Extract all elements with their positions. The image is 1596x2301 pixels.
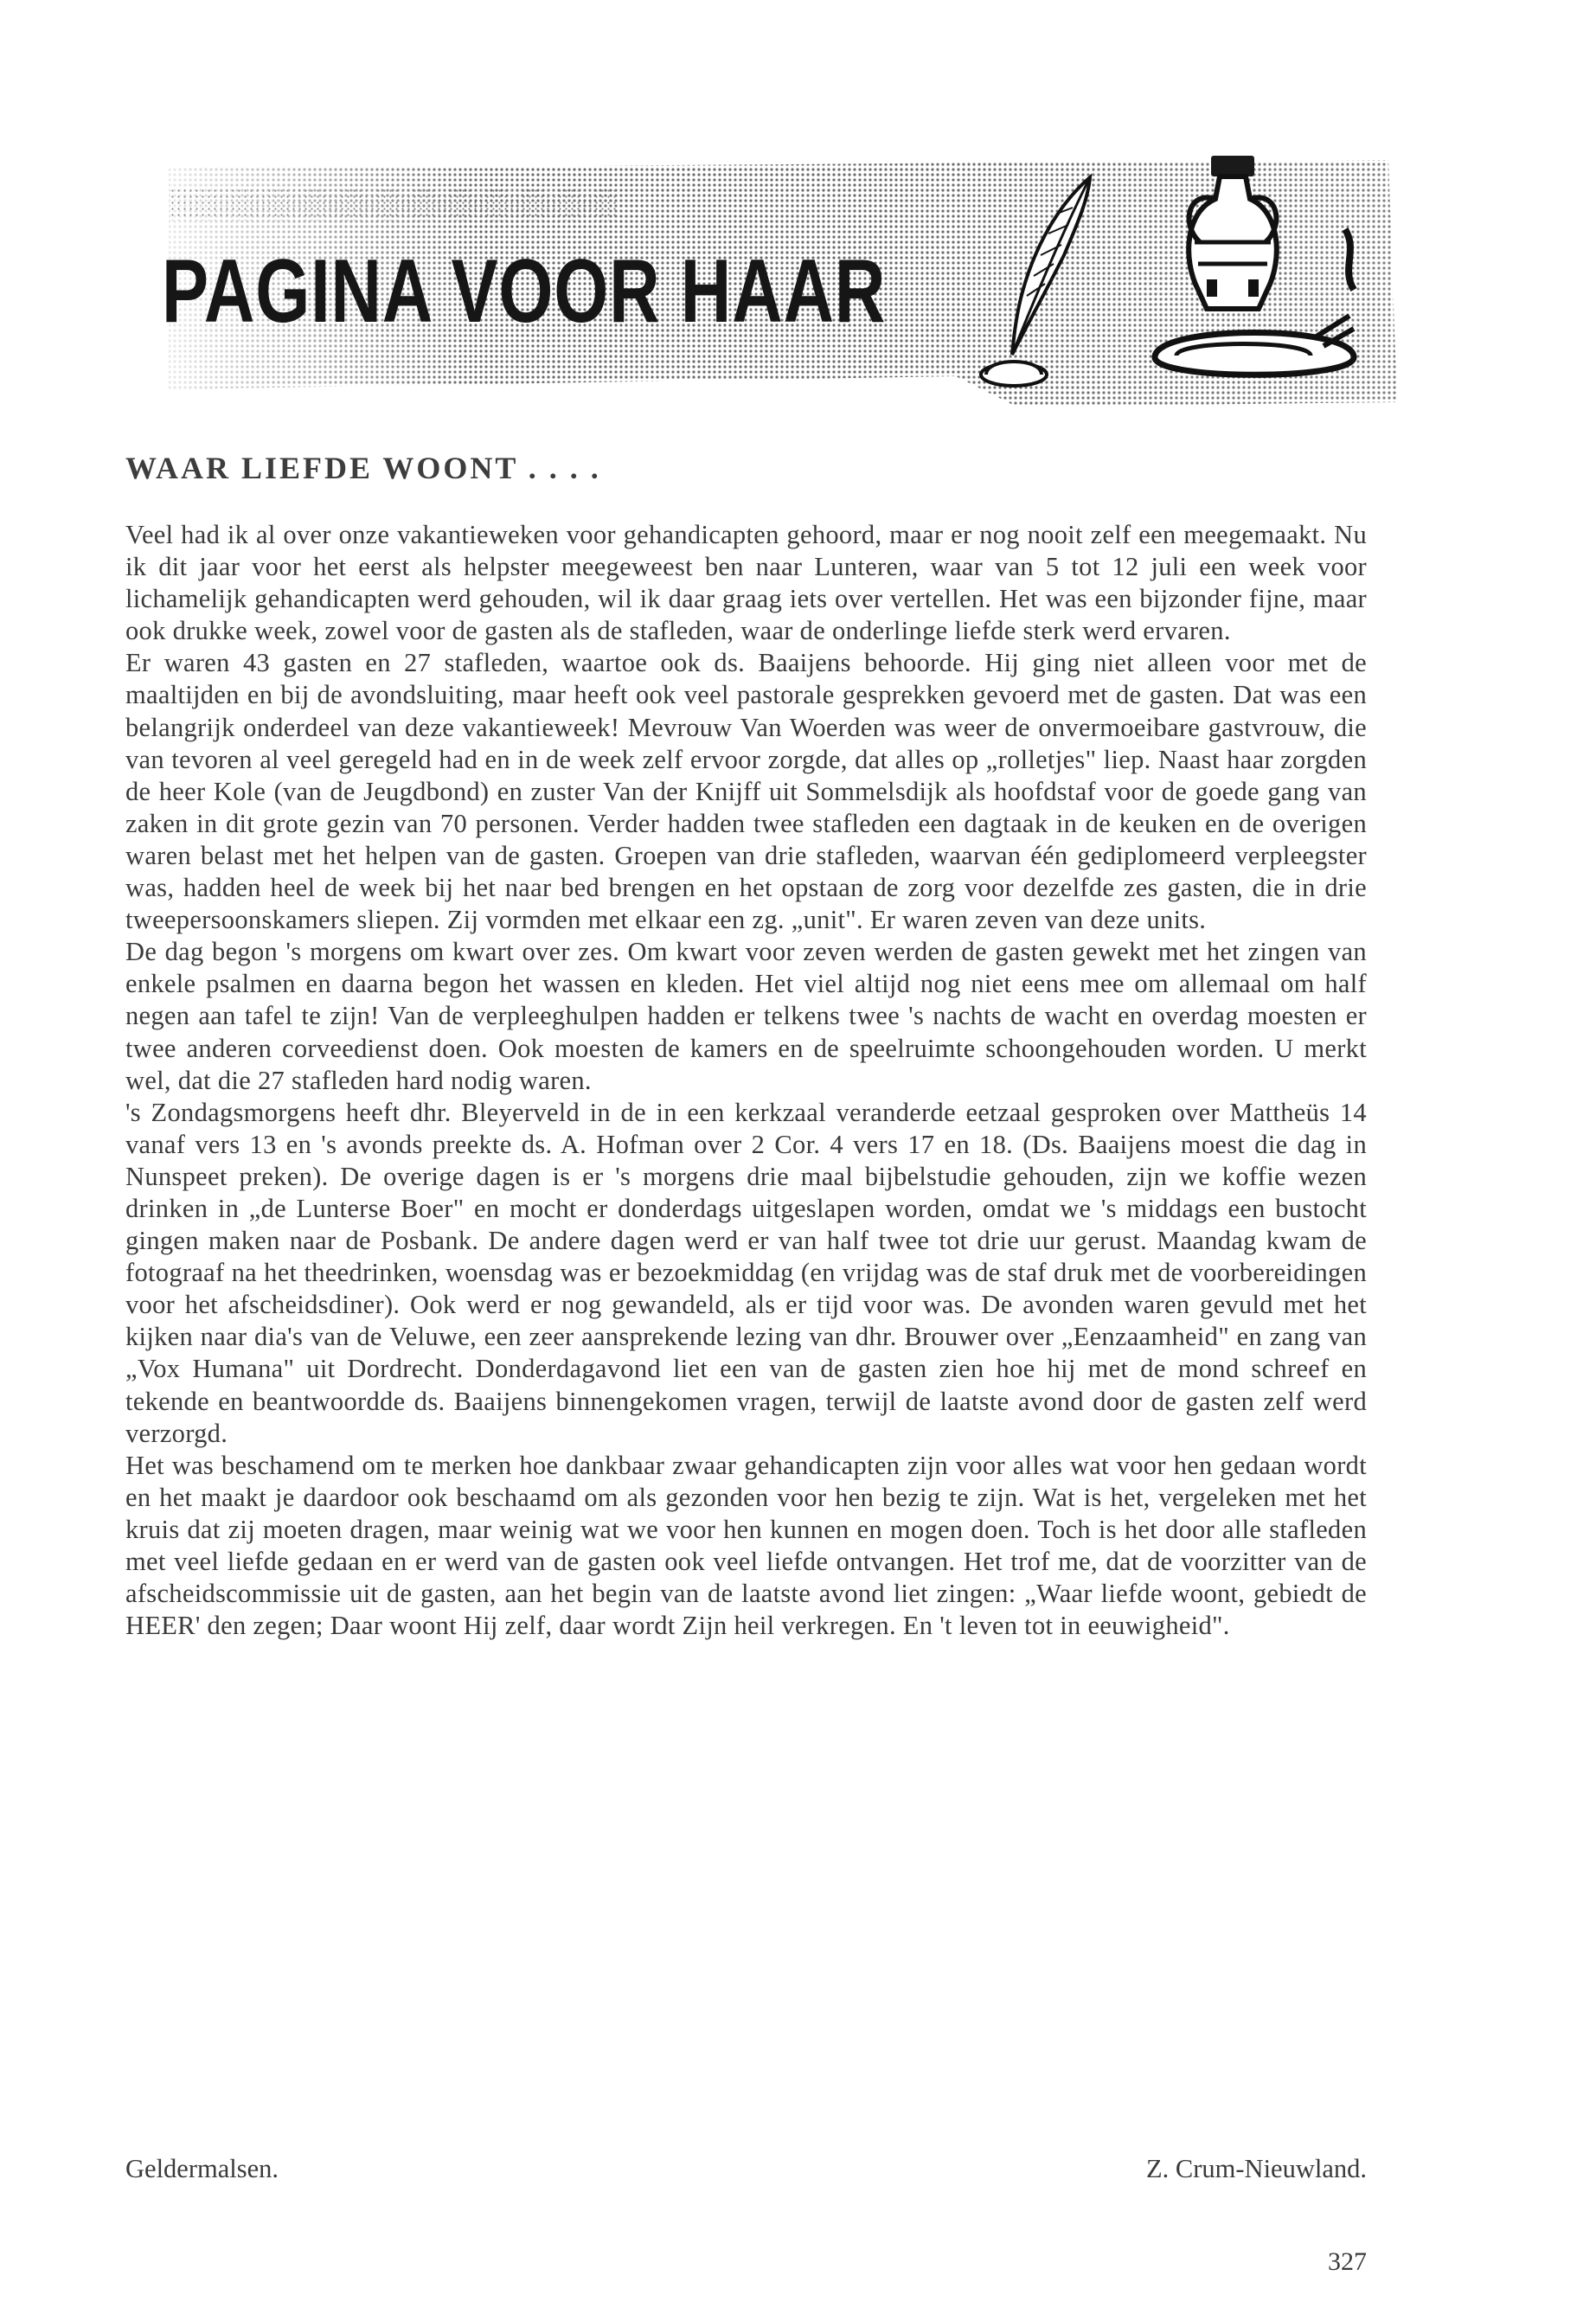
signature-author: Z. Crum-Nieuwland. bbox=[1146, 2154, 1367, 2183]
banner-title: PAGINA VOOR HAAR bbox=[162, 241, 887, 342]
paragraph: Er waren 43 gasten en 27 stafleden, waartoe ook ds. Baaijens behoorde. Hij ging niet alleen voor met de maaltijden en bij de avondsluiting, maar heeft ook veel pastorale gesprekken gevoerd met de gasten. Dat was een belangrijk onderdeel van deze vakantieweek! Mevrouw Van Woerden was weer de onvermoeibare gastvrouw, die van tevoren al veel geregeld had en in de week zelf ervoor zorgde, dat alles op „rolletjes" liep. Naast haar zorgden de heer Kole (van de Jeugdbond) en zuster Van der Knijff uit Sommelsdijk als hoofdstaf voor de goede gang van zaken in dit grote gezin van 70 personen. Verder hadden twee stafleden een dagtaak in de keuken en de overigen waren belast met het helpen van de gasten. Groepen van drie stafleden, waarvan één gediplomeerd verpleegster was, hadden heel de week bij het naar bed brengen en het opstaan de zorg voor dezelfde zes gasten, die in drie tweepersoonskamers sliepen. Zij vormden met elkaar een zg. „unit". Er waren zeven van deze units. bbox=[125, 648, 1367, 935]
paragraph: De dag begon 's morgens om kwart over zes. Om kwart voor zeven werden de gasten gewekt met het zingen van enkele psalmen en daarna begon het wassen en kleden. Het viel altijd nog niet eens mee om allemaal om half negen aan tafel te zijn! Van de verpleeghulpen hadden er telkens twee 's nachts de wacht en overdag moesten er twee anderen corveedienst doen. Ook moesten de kamers en de speelruimte schoongehouden worden. U merkt wel, dat die 27 stafleden hard nodig waren. bbox=[125, 937, 1367, 1095]
section-banner bbox=[151, 151, 1397, 411]
article-heading: WAAR LIEFDE WOONT . . . . bbox=[125, 451, 601, 485]
page-number: 327 bbox=[1328, 2247, 1367, 2276]
paragraph: Het was beschamend om te merken hoe dankbaar zwaar gehandicapten zijn voor alles wat voor hen gedaan wordt en het maakt je daardoor ook beschaamd om als gezonden voor hen bezig te zijn. Wat is het, vergeleken met het kruis dat zij moeten dragen, maar weinig wat we voor hen kunnen en mogen doen. Toch is het door alle stafleden met veel liefde gedaan en er werd van de gasten ook veel liefde ontvangen. Het trof me, dat de voorzitter van de afscheidscommissie uit de gasten, aan het begin van de laatste avond liet zingen: „Waar liefde woont, gebiedt de HEER' den zegen; Daar woont Hij zelf, daar wordt Zijn heil verkregen. En 't leven tot in eeuwigheid". bbox=[125, 1450, 1367, 1641]
paragraph: Veel had ik al over onze vakantieweken voor gehandicapten gehoord, maar er nog nooit zelf een meegemaakt. Nu ik dit jaar voor het eerst als helpster meegeweest ben naar Lunteren, waar van 5 tot 12 juli een week voor lichamelijk gehandicapten werd gehouden, wil ik daar graag iets over vertellen. Het was een bijzonder fijne, maar ook drukke week, zowel voor de gasten als de stafleden, waar de onderlinge liefde sterk werd ervaren. bbox=[125, 520, 1367, 646]
paragraph: 's Zondagsmorgens heeft dhr. Bleyerveld in de in een kerkzaal veranderde eetzaal gesproken over Mattheüs 14 vanaf vers 13 en 's avonds preekte ds. A. Hofman over 2 Cor. 4 vers 17 en 18. (Ds. Baaijens moest die dag in Nunspeet preken). De overige dagen is er 's morgens drie maal bijbelstudie gehouden, zijn we koffie wezen drinken in „de Lunterse Boer" en mocht er donderdags uitgeslapen worden, omdat we 's middags een bustocht gingen maken naar de Posbank. De andere dagen werd er van half twee tot drie uur gerust. Maandag kwam de fotograaf na het theedrinken, woensdag was er bezoekmiddag (en vrijdag was de staf druk met de voorbereidingen voor het afscheidsdiner). Ook werd er nog gewandeld, als er tijd voor was. De avonden waren gevuld met het kijken naar dia's van de Veluwe, een zeer aansprekende lezing van dhr. Brouwer over „Eenzaamheid" en zang van „Vox Humana" uit Dordrecht. Donderdagavond liet een van de gasten zien hoe hij met de mond schreef en tekende en beantwoordde ds. Baaijens binnengekomen vragen, terwijl de laatste avond door de gasten zelf werd verzorgd. bbox=[125, 1097, 1367, 1448]
signature-place: Geldermalsen. bbox=[125, 2154, 279, 2183]
quill-inkwell-icon bbox=[960, 169, 1112, 394]
vase-lamp-icon bbox=[1138, 151, 1371, 411]
article-body bbox=[125, 519, 1367, 1642]
